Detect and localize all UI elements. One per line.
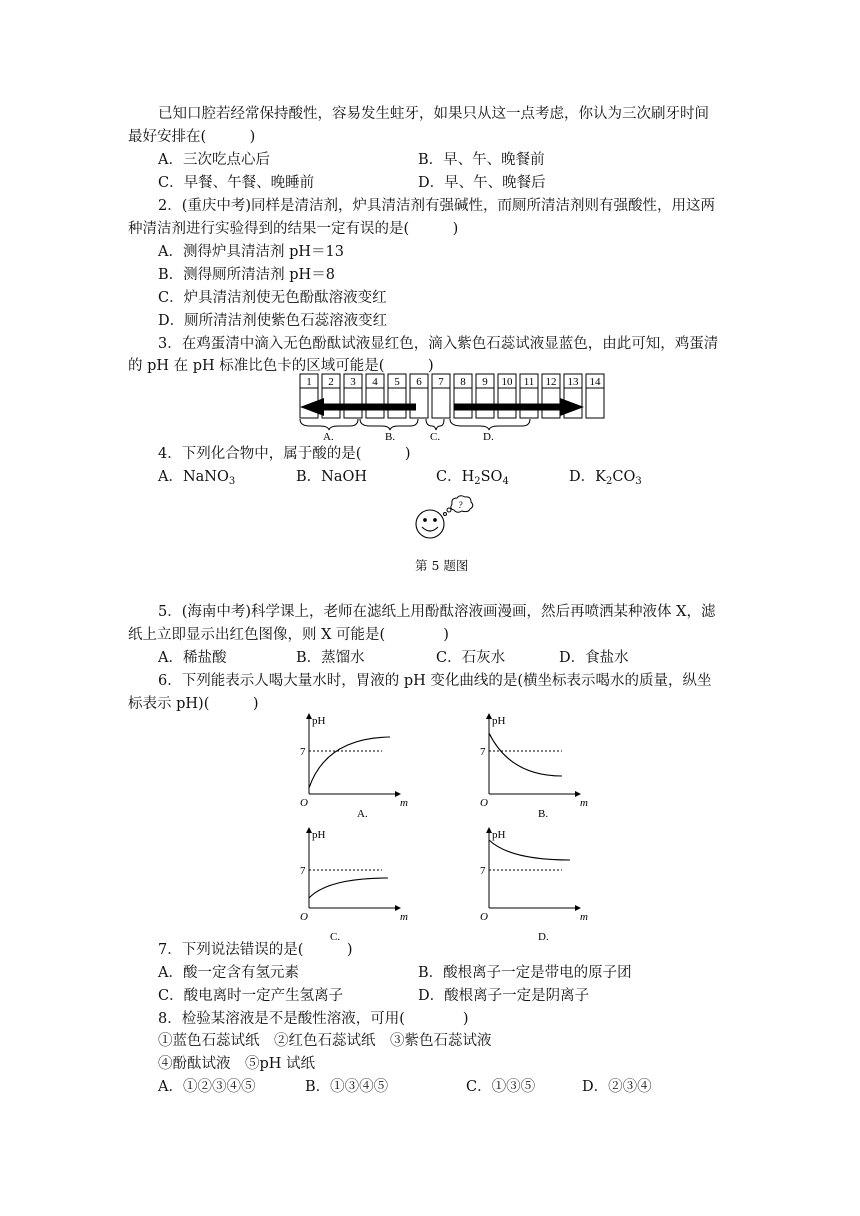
graph-b-label: B. bbox=[538, 808, 549, 820]
q4-option-d: D．$K_2CO_3$ bbox=[569, 469, 642, 487]
graph-d bbox=[480, 828, 588, 943]
bracket-d bbox=[450, 419, 530, 430]
graph-d-ylabel: pH bbox=[492, 829, 506, 841]
graph-a-origin: O bbox=[300, 797, 308, 809]
region-label-c: C. bbox=[430, 431, 441, 443]
ph-color-chart bbox=[296, 372, 601, 444]
q6-graphs bbox=[290, 708, 610, 942]
graph-c bbox=[300, 828, 408, 943]
ph-number-3: 3 bbox=[350, 376, 356, 388]
curve-c bbox=[309, 878, 388, 898]
graph-d-label: D. bbox=[538, 931, 549, 943]
ph-number-6: 6 bbox=[416, 376, 422, 388]
q7-option-c: C．酸电离时一定产生氢离子 bbox=[158, 988, 344, 1004]
ph-number-7: 7 bbox=[438, 376, 444, 388]
graph-a-ylabel: pH bbox=[312, 715, 326, 727]
graph-b bbox=[480, 714, 588, 820]
graph-c-origin: O bbox=[300, 911, 308, 923]
q2-option-c: C．炉具清洁剂使无色酚酞溶液变红 bbox=[158, 290, 387, 306]
graph-c-xlabel: m bbox=[400, 911, 408, 923]
graph-a-label: A. bbox=[357, 808, 368, 820]
smiley-figure bbox=[408, 494, 478, 546]
curve-d bbox=[489, 840, 570, 860]
q3-stem-line2: 的 pH 在 pH 标准比色卡的区域可能是( ) bbox=[128, 358, 434, 374]
region-label-d: D. bbox=[483, 431, 494, 443]
q2-option-b: B．测得厕所清洁剂 pH＝8 bbox=[158, 267, 335, 283]
q5-stem-line2: 纸上立即显示出红色图像，则 X 可能是( ) bbox=[128, 627, 449, 643]
q6-stem-line2: 标表示 pH)( ) bbox=[128, 696, 259, 712]
q1-option-b: B．早、午、晚餐前 bbox=[418, 152, 545, 168]
graph-c-tick7: 7 bbox=[300, 865, 306, 877]
q1-option-a: A．三次吃点心后 bbox=[158, 152, 270, 168]
ph-scale-boxes bbox=[300, 374, 604, 418]
curve-b bbox=[489, 733, 562, 776]
q8-option-b: B．①③④⑤ bbox=[305, 1079, 389, 1095]
q1-stem-line1: 已知口腔若经常保持酸性，容易发生蛀牙，如果只从这一点考虑，你认为三次刷牙时间 bbox=[158, 106, 709, 122]
q8-options-line2: ④酚酞试液 ⑤pH 试纸 bbox=[158, 1056, 316, 1072]
q2-option-d: D．厕所清洁剂使紫色石蕊溶液变红 bbox=[158, 313, 388, 329]
q1-option-c: C．早餐、午餐、晚睡前 bbox=[158, 175, 315, 191]
graph-b-ylabel: pH bbox=[492, 715, 506, 727]
q7-stem: 7．下列说法错误的是( ) bbox=[158, 942, 353, 958]
ph-number-14: 14 bbox=[589, 376, 601, 388]
q5-option-a: A．稀盐酸 bbox=[158, 650, 227, 666]
bubble-question-mark: ? bbox=[458, 500, 463, 510]
q8-options-line1: ①蓝色石蕊试纸 ②红色石蕊试纸 ③紫色石蕊试液 bbox=[158, 1033, 492, 1049]
region-label-b: B. bbox=[385, 431, 396, 443]
graph-b-xlabel: m bbox=[580, 797, 588, 809]
bracket-a bbox=[300, 419, 358, 430]
ph-number-2: 2 bbox=[328, 376, 334, 388]
ph-number-9: 9 bbox=[482, 376, 488, 388]
graph-b-origin: O bbox=[480, 797, 488, 809]
ph-number-1: 1 bbox=[306, 376, 312, 388]
q8-option-d: D．②③④ bbox=[582, 1079, 652, 1095]
ph-number-12: 12 bbox=[545, 376, 557, 388]
bracket-b bbox=[360, 419, 418, 430]
q6-stem-line1: 6．下列能表示人喝大量水时，胃液的 pH 变化曲线的是(横坐标表示喝水的质量，纵坐 bbox=[158, 673, 712, 689]
q5-option-b: B．蒸馏水 bbox=[296, 650, 365, 666]
q3-stem-line1: 3．在鸡蛋清中滴入无色酚酞试液显红色，滴入紫色石蕊试液显蓝色，由此可知，鸡蛋清 bbox=[158, 336, 719, 352]
q1-option-d: D．早、午、晚餐后 bbox=[418, 175, 546, 191]
q7-option-d: D．酸根离子一定是阴离子 bbox=[418, 988, 590, 1004]
q2-stem-line1: 2．(重庆中考)同样是清洁剂，炉具清洁剂有强碱性，而厕所清洁剂则有强酸性，用这两 bbox=[158, 198, 716, 214]
graph-a-tick7: 7 bbox=[300, 746, 306, 758]
q5-option-c: C．石灰水 bbox=[436, 650, 506, 666]
q8-option-a: A．①②③④⑤ bbox=[158, 1079, 256, 1095]
ph-number-13: 13 bbox=[567, 376, 579, 388]
q4-stem: 4．下列化合物中，属于酸的是( ) bbox=[158, 446, 411, 462]
q7-option-a: A．酸一定含有氢元素 bbox=[158, 965, 299, 981]
ph-number-5: 5 bbox=[394, 376, 400, 388]
ph-number-8: 8 bbox=[460, 376, 466, 388]
q7-option-b: B．酸根离子一定是带电的原子团 bbox=[418, 965, 632, 981]
q2-option-a: A．测得炉具清洁剂 pH＝13 bbox=[158, 244, 344, 260]
q8-stem: 8．检验某溶液是不是酸性溶液，可用( ) bbox=[158, 1011, 469, 1027]
q4-option-c: C．$H_2SO_4$ bbox=[436, 469, 509, 487]
ph-number-4: 4 bbox=[372, 376, 378, 388]
ph-number-10: 10 bbox=[501, 376, 513, 388]
bracket-c bbox=[426, 419, 444, 430]
q1-stem-line2: 最好安排在( ) bbox=[128, 129, 256, 145]
graph-d-origin: O bbox=[480, 911, 488, 923]
ph-number-11: 11 bbox=[523, 376, 535, 388]
curve-a bbox=[309, 737, 390, 788]
smiley-face-icon bbox=[416, 510, 444, 538]
base-arrow-icon bbox=[454, 398, 584, 416]
graph-b-tick7: 7 bbox=[480, 746, 486, 758]
q5-stem-line1: 5．(海南中考)科学课上，老师在滤纸上用酚酞溶液画漫画，然后再喷洒某种液体 X，滤 bbox=[158, 604, 716, 620]
region-label-a: A. bbox=[323, 431, 334, 443]
q4-option-b: B．NaOH bbox=[296, 469, 368, 485]
graph-c-label: C. bbox=[330, 931, 341, 943]
fig5-caption: 第 5 题图 bbox=[415, 558, 469, 573]
graph-a-xlabel: m bbox=[400, 797, 408, 809]
graph-d-tick7: 7 bbox=[480, 865, 486, 877]
graph-a bbox=[300, 714, 408, 820]
q5-option-d: D．食盐水 bbox=[559, 650, 629, 666]
graph-c-ylabel: pH bbox=[312, 829, 326, 841]
graph-d-xlabel: m bbox=[580, 911, 588, 923]
q8-option-c: C．①③⑤ bbox=[466, 1079, 536, 1095]
q4-option-a: A．NaNO$_3$ bbox=[158, 469, 236, 487]
q2-stem-line2: 种清洁剂进行实验得到的结果一定有误的是( ) bbox=[128, 221, 459, 237]
